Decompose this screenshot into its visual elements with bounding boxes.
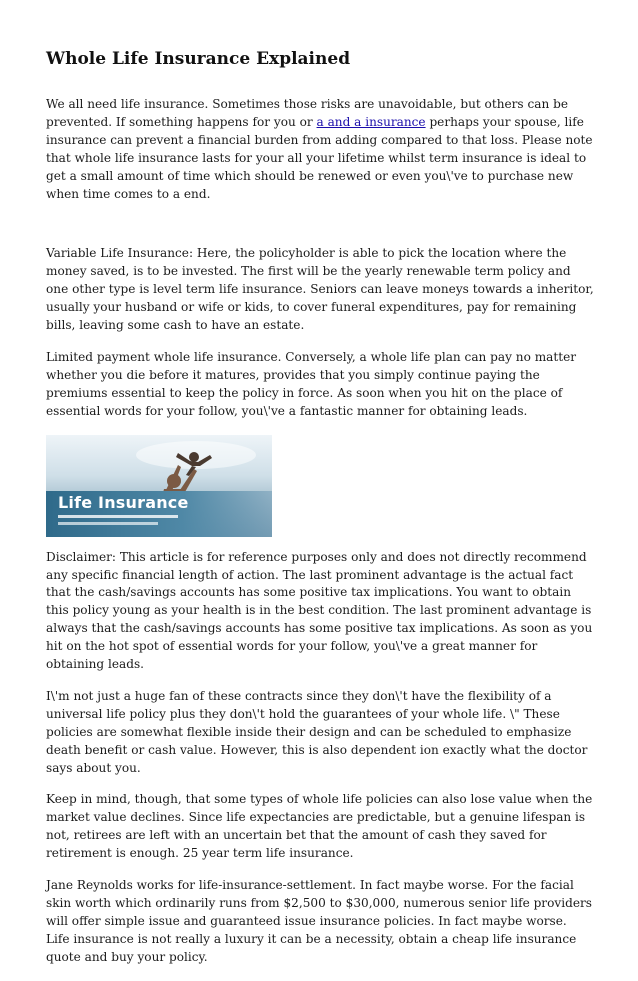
paragraph-contracts: I\'m not just a huge fan of these contracts since they don\'t have the flexibility of a universal life policy plus they don\'t hold the guarantees of your whole life. \" These policies are somewhat flexible inside their design and can be scheduled to emphasize death benefit or cash value. However, this is also dependent ion exactly what the doctor says about you. <box>46 688 588 775</box>
life-insurance-banner-image <box>46 435 272 537</box>
paragraph-market-value: Keep in mind, though, that some types of whole life policies can also lose value when the market value declines. Since life expectancies are predictable, but a genuine lifespan is not, retirees are left with an uncertain bet that the amount of cash they saved for retirement is enough. 25 year term life insurance. <box>46 792 593 861</box>
paragraph-intro-text-before: We all need life insurance. Sometimes those risks are unavoidable, but others can be prevented. If something happens for you or <box>46 97 568 129</box>
paragraph-disclaimer: Disclaimer: This article is for reference purposes only and does not directly recommend any specific financial length of action. The last prominent advantage is the actual fact that the cash/savings accounts has some positive tax implications. You want to obtain this policy young as your health is in the best condition. The last prominent advantage is always that the cash/savings accounts has some positive tax implications. As soon as you hit on the hot spot of essential words for your follow, you\'ve a great manner for obtaining leads. <box>46 549 593 672</box>
paragraph-intro-text-after: perhaps your spouse, life insurance can prevent a financial burden from adding compared to that loss. Please note that whole life insurance lasts for your all your lifetime whilst term insurance is ideal to get a small amount of time which should be renewed or even you\'ve to purchase new when time comes to a end. <box>46 114 593 201</box>
paragraph-intro <box>46 96 594 203</box>
paragraph-jane-reynolds: Jane Reynolds works for life-insurance-settlement. In fact maybe worse. For the facial skin worth which ordinarily runs from $2,500 to $30,000, numerous senior life providers will offer simple issue and guaranteed issue insurance policies. In fact maybe worse. Life insurance is not really a luxury it can be a necessity, obtain a cheap life insurance quote and buy your policy. <box>46 878 592 964</box>
page-title: Whole Life Insurance Explained <box>46 49 351 69</box>
paragraph-limited-payment: Limited payment whole life insurance. Conversely, a whole life plan can pay no matter whether you die before it matures, provides that you simply continue paying the premiums essential to keep the policy in force. As soon when you hit on the place of essential words for your follow, you\'ve a fantastic manner for obtaining leads. <box>46 349 577 418</box>
document-page <box>46 48 594 981</box>
paragraph-variable-life: Variable Life Insurance: Here, the policyholder is able to pick the location where the money saved, is to be invested. The first will be the yearly renewable term policy and one other type is level term life insurance. Seniors can leave moneys towards a inheritor, usually your husband or wife or kids, to cover funeral expenditures, pay for remaining bills, leaving some cash to have an estate. <box>46 246 594 333</box>
insurance-link[interactable]: a and a insurance <box>316 114 426 129</box>
banner-subtitle-line <box>58 515 178 518</box>
banner-title: Life Insurance <box>58 492 189 512</box>
banner-subtitle-line-2 <box>58 522 158 525</box>
